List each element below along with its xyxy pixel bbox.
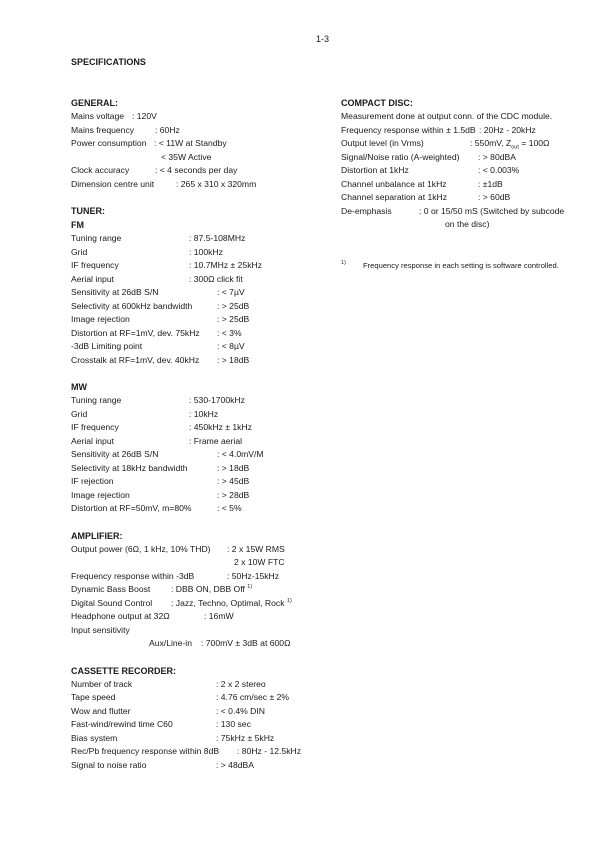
spec-value: : Jazz, Techno, Optimal, Rock xyxy=(171,597,285,608)
spec-label: IF frequency xyxy=(71,422,119,432)
spec-label: IF rejection xyxy=(71,476,114,486)
spec-row xyxy=(71,745,341,759)
spec-label: Channel unbalance at 1kHz xyxy=(341,178,447,189)
spec-label: Aux/Line-in xyxy=(149,638,192,648)
spec-row xyxy=(341,178,586,192)
spec-row xyxy=(71,489,341,503)
spec-label: Signal to noise ratio xyxy=(71,759,147,770)
spec-value: : 100kHz xyxy=(189,246,223,257)
page-title: SPECIFICATIONS xyxy=(71,57,146,67)
spec-value: : 700mV ± 3dB at 600Ω xyxy=(201,638,291,648)
spec-label: Tuning range xyxy=(71,395,122,405)
spec-label: Dimension centre unit xyxy=(71,178,155,189)
spec-value: : 75kHz ± 5kHz xyxy=(216,732,275,743)
spec-value: : < 4 seconds per day xyxy=(155,165,238,175)
spec-row xyxy=(341,205,586,219)
spec-label: Sensitivity at 26dB S/N xyxy=(71,449,159,459)
spec-label: Channel separation at 1kHz xyxy=(341,192,448,202)
footnote-ref: 1) xyxy=(247,584,253,591)
spec-row xyxy=(71,394,341,408)
spec-value: : 0 or 15/50 mS (Switched by subcode xyxy=(419,205,565,216)
spec-label: Power consumption xyxy=(71,138,147,148)
spec-row xyxy=(71,340,341,354)
spec-value: : 50Hz-15kHz xyxy=(227,570,280,581)
spec-row xyxy=(71,759,341,773)
spec-row xyxy=(71,178,341,192)
cassette-heading: CASSETTE RECORDER: xyxy=(71,665,177,676)
spec-value: : < 4.0mV/M xyxy=(217,449,264,459)
spec-label: Dynamic Bass Boost xyxy=(71,584,151,594)
spec-row xyxy=(71,313,341,327)
spec-value: : 4.76 cm/sec ± 2% xyxy=(216,692,290,702)
spec-value-continued: 2 x 10W FTC xyxy=(234,557,285,567)
spec-row xyxy=(71,259,341,273)
spec-label: Signal/Noise ratio (A-weighted) xyxy=(341,151,460,162)
spec-row xyxy=(71,583,341,597)
spec-value-tail: = 100Ω xyxy=(518,138,550,148)
spec-value: : 550mV, Z xyxy=(470,138,512,148)
fm-heading: FM xyxy=(71,220,84,230)
spec-row xyxy=(71,124,341,138)
spec-label: Sensitivity at 26dB S/N xyxy=(71,287,159,297)
spec-row xyxy=(71,502,341,516)
spec-row xyxy=(71,164,341,178)
spec-value: : < 0.003% xyxy=(478,165,520,175)
spec-value-continued: on the disc) xyxy=(445,219,490,229)
spec-row xyxy=(71,137,341,151)
spec-row-continued xyxy=(341,218,586,232)
amplifier-heading: AMPLIFIER: xyxy=(71,530,123,541)
spec-intro xyxy=(341,110,586,124)
spec-value-group xyxy=(470,137,549,151)
spec-value: : 265 x 310 x 320mm xyxy=(176,178,257,189)
right-column xyxy=(341,96,586,232)
spec-row xyxy=(71,286,341,300)
spec-value: : < 11W at Standby xyxy=(154,138,227,148)
spec-row xyxy=(71,678,341,692)
spec-value: : > 28dB xyxy=(217,489,250,500)
spec-label: Number of track xyxy=(71,678,133,689)
spec-label: Wow and flutter xyxy=(71,705,131,716)
spec-value: : > 80dBA xyxy=(478,151,516,162)
spec-value: : 450kHz ± 1kHz xyxy=(189,422,252,432)
spec-label: Output power (6Ω, 1 kHz, 10% THD) xyxy=(71,543,211,554)
spec-value: : < 3% xyxy=(217,327,242,338)
spec-row xyxy=(341,191,586,205)
spec-row xyxy=(71,475,341,489)
spec-value: : > 60dB xyxy=(478,192,511,202)
spec-row xyxy=(71,232,341,246)
footnote-text: Frequency response in each setting is software controlled. xyxy=(363,261,559,270)
spec-row xyxy=(71,691,341,705)
spec-value: : 16mW xyxy=(204,611,234,621)
spec-row xyxy=(341,124,586,138)
spec-label: Distortion at RF=1mV, dev. 75kHz xyxy=(71,327,200,338)
spec-value-continued: < 35W Active xyxy=(161,151,212,162)
spec-label: -3dB Limiting point xyxy=(71,341,143,351)
spec-row xyxy=(71,570,341,584)
spec-value: : 300Ω click fit xyxy=(189,273,243,284)
spec-row xyxy=(71,246,341,260)
spec-label: Tuning range xyxy=(71,233,122,243)
spec-label: Output level (in Vrms) xyxy=(341,138,424,148)
spec-value: : 530-1700kHz xyxy=(189,395,245,405)
spec-label: Mains voltage xyxy=(71,111,125,121)
tuner-heading: TUNER: xyxy=(71,206,105,216)
spec-label: Distortion at 1kHz xyxy=(341,165,409,175)
spec-label: Aerial input xyxy=(71,273,114,284)
spec-label: Digital Sound Control xyxy=(71,597,153,608)
spec-value: : 60Hz xyxy=(155,124,180,135)
spec-value-group xyxy=(171,597,292,611)
spec-row xyxy=(341,164,586,178)
left-column xyxy=(71,96,341,772)
spec-value: : 80Hz - 12.5kHz xyxy=(237,746,301,756)
spec-row xyxy=(71,448,341,462)
spec-value: : 2 x 15W RMS xyxy=(227,543,285,554)
spec-value: : 20Hz - 20kHz xyxy=(479,124,536,135)
spec-value: : < 8µV xyxy=(217,341,245,351)
mw-heading: MW xyxy=(71,382,87,392)
spec-row-continued xyxy=(71,556,341,570)
spec-value: : 2 x 2 stereo xyxy=(216,678,266,689)
spec-label: Headphone output at 32Ω xyxy=(71,611,170,621)
spec-value: : > 25dB xyxy=(217,314,250,324)
spec-value: : > 18dB xyxy=(217,354,250,365)
general-heading: GENERAL: xyxy=(71,98,118,108)
spec-label: Image rejection xyxy=(71,489,130,500)
spec-row xyxy=(71,300,341,314)
spec-label: Grid xyxy=(71,246,88,257)
spec-label: Grid xyxy=(71,408,88,419)
spec-label: Frequency response within ± 1.5dB xyxy=(341,124,476,135)
footnote-ref: 1) xyxy=(286,597,292,604)
spec-row xyxy=(71,327,341,341)
spec-row xyxy=(71,610,341,624)
spec-value: : Frame aerial xyxy=(189,435,243,446)
spec-label: Frequency response within -3dB xyxy=(71,570,195,581)
spec-row xyxy=(71,462,341,476)
spec-value: : > 45dB xyxy=(217,476,250,486)
spec-row xyxy=(71,624,341,638)
spec-row xyxy=(341,137,586,151)
spec-label: Measurement done at output conn. of the CDC module. xyxy=(341,111,553,121)
spec-row xyxy=(71,597,341,611)
spec-label: Bias system xyxy=(71,732,118,743)
spec-row-continued xyxy=(71,151,341,165)
page-number: 1-3 xyxy=(316,34,330,44)
spec-label: Aerial input xyxy=(71,435,114,446)
spec-row xyxy=(71,408,341,422)
spec-row xyxy=(71,110,341,124)
spec-row xyxy=(71,543,341,557)
spec-value: : < 0.4% DIN xyxy=(216,705,265,716)
spec-row xyxy=(71,354,341,368)
spec-value: : > 48dBA xyxy=(216,759,254,770)
spec-value: : 120V xyxy=(132,111,157,121)
spec-value: : > 18dB xyxy=(217,462,250,473)
spec-label: De-emphasis xyxy=(341,205,392,216)
compact-disc-heading: COMPACT DISC: xyxy=(341,98,413,108)
spec-label: Rec/Pb frequency response within 8dB xyxy=(71,746,220,756)
spec-row xyxy=(71,718,341,732)
spec-value: : 130 sec xyxy=(216,719,251,729)
spec-label: Distortion at RF=50mV, m=80% xyxy=(71,503,192,513)
spec-value: : < 7µV xyxy=(217,287,245,297)
spec-label: Input sensitivity xyxy=(71,624,130,635)
spec-value: : 87.5-108MHz xyxy=(189,233,246,243)
spec-row xyxy=(71,421,341,435)
spec-row xyxy=(71,637,341,651)
spec-value: : DBB ON, DBB Off xyxy=(171,584,245,594)
spec-value: : > 25dB xyxy=(217,300,250,311)
spec-value: : < 5% xyxy=(217,503,242,513)
spec-label: Selectivity at 18kHz bandwidth xyxy=(71,462,188,473)
spec-row xyxy=(71,732,341,746)
spec-label: Tape speed xyxy=(71,692,116,702)
spec-label: Mains frequency xyxy=(71,124,135,135)
footnote-mark: 1) xyxy=(341,260,346,266)
spec-row xyxy=(71,273,341,287)
spec-value: : 10kHz xyxy=(189,408,219,419)
spec-value: : 10.7MHz ± 25kHz xyxy=(189,260,263,270)
spec-row xyxy=(71,705,341,719)
spec-label: Fast-wind/rewind time C60 xyxy=(71,719,173,729)
spec-row xyxy=(341,151,586,165)
spec-label: IF frequency xyxy=(71,260,119,270)
spec-value: : ±1dB xyxy=(478,178,503,189)
subscript: out xyxy=(511,144,519,151)
spec-label: Clock accuracy xyxy=(71,165,130,175)
spec-value-group xyxy=(171,583,252,597)
spec-label: Crosstalk at RF=1mV, dev. 40kHz xyxy=(71,354,200,365)
spec-label: Image rejection xyxy=(71,314,130,324)
spec-label: Selectivity at 600kHz bandwidth xyxy=(71,300,193,311)
spec-row xyxy=(71,435,341,449)
